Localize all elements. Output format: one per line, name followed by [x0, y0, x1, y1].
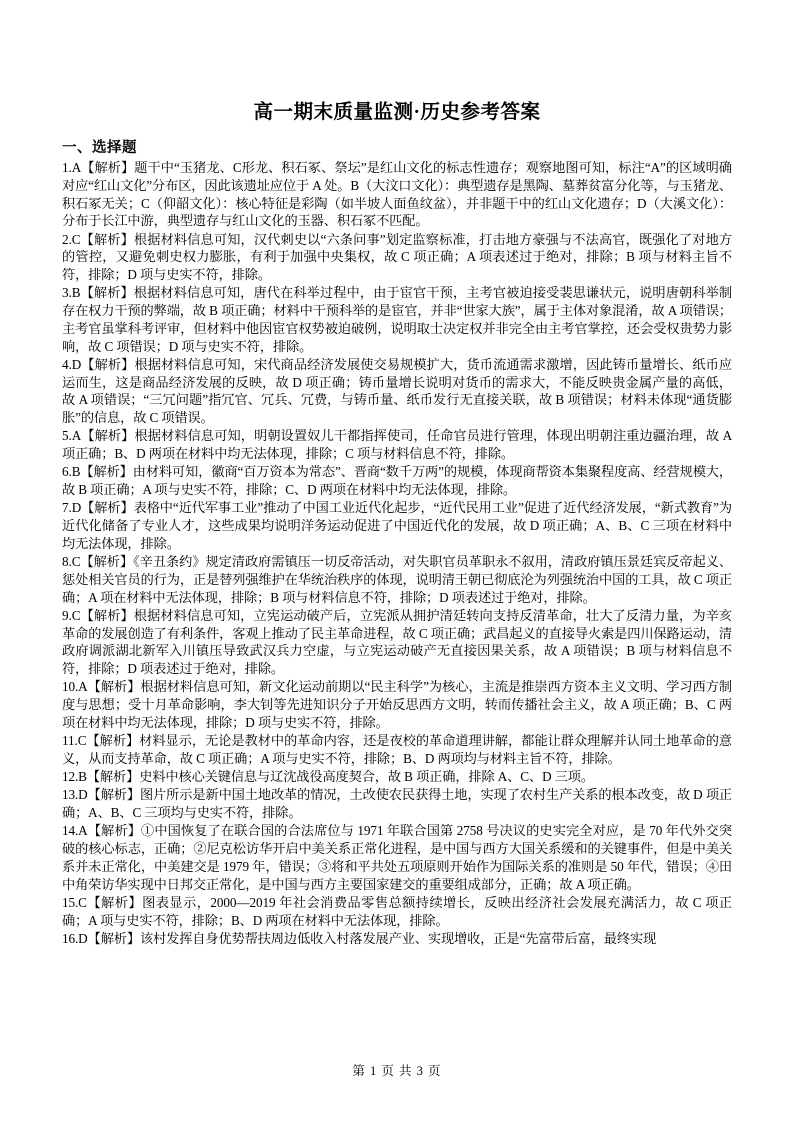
answer-item: 11.C【解析】材料显示，无论是教材中的革命内容，还是夜校的革命道理讲解，都能让群众理解并认同土地革命的意义，从而支持革命，故 C 项正确；A 项与史实不符，排除；B、D 两项均与材料主旨不符，排除。: [62, 733, 732, 766]
section-heading-multiple-choice: 一、选择题: [62, 140, 137, 156]
page-title: 高一期末质量监测·历史参考答案: [253, 102, 541, 123]
answer-list: [62, 159, 732, 948]
answer-item: 9.C【解析】根据材料信息可知，立宪运动破产后，立宪派从拥护清廷转向支持反清革命，壮大了反清力量，为辛亥革命的发展创造了有利条件，客观上推动了民主革命进程，故 C 项正确；武昌起义的直接导火索是四川保路运动，清政府调派湖北新军入川镇压导致武汉兵力空虚，与立宪运动破产无直接因果关系，故 A 项错误；B 项与材料信息不符，排除；D 项表述过于绝对，排除。: [62, 607, 732, 676]
page-footer: 第 1 页 共 3 页: [352, 1064, 442, 1078]
answer-item: 8.C【解析】《辛丑条约》规定清政府需镇压一切反帝活动，对失职官员革职永不叙用，清政府镇压景廷宾反帝起义、惩处相关官员的行为，正是替列强维护在华统治秩序的体现，说明清王朝已彻底沦为列强统治中国的工具，故 C 项正确；A 项在材料中无法体现，排除；B 项与材料信息不符，排除；D 项表述过于绝对，排除。: [62, 554, 732, 605]
answer-item: 16.D【解析】该村发挥自身优势帮扶周边低收入村落发展产业、实现增收，正是“先富带后富，最终实现: [62, 930, 657, 946]
answer-item: 3.B【解析】根据材料信息可知，唐代在科举过程中，由于宦官干预，主考官被迫接受裴思谦状元，说明唐朝科举制存在权力干预的弊端，故 B 项正确；材料中干预科举的是宦官，并非“世家大族”，属于主体对象混淆，故 A 项错误；主考官虽掌科考评审，但材料中他因宦官权势被迫破例，说明取士决定权并非完全由主考官掌控，还会受权贵势力影响，故 C 项错误；D 项与史实不符，排除。: [62, 285, 732, 354]
answer-item: 7.D【解析】表格中“近代军事工业”推动了中国工业近代化起步，“近代民用工业”促进了近代经济发展，“新式教育”为近代化储备了专业人才，这些成果均说明洋务运动促进了中国近代化的发展，故 D 项正确；A、B、C 三项在材料中均无法体现，排除。: [62, 500, 732, 551]
answer-item: 2.C【解析】根据材料信息可知，汉代刺史以“六条问事”划定监察标准，打击地方豪强与不法高官，既强化了对地方的管控，又避免刺史权力膨胀，有利于加强中央集权，故 C 项正确；A 项表述过于绝对，排除；B 项与材料主旨不符，排除；D 项与史实不符，排除。: [62, 231, 732, 282]
answer-item: 15.C【解析】图表显示，2000—2019 年社会消费品零售总额持续增长，反映出经济社会发展充满活力，故 C 项正确；A 项与史实不符，排除；B、D 两项在材料中无法体现，排除。: [62, 894, 732, 928]
answer-item: 1.A【解析】题干中“玉猪龙、C形龙、积石冢、祭坛”是红山文化的标志性遗存；观察地图可知，标注“A”的区域明确对应“红山文化”分布区，因此该遗址应位于 A 处。B（大汶口文化）：典型遗存是黑陶、墓葬贫富分化等，与玉猪龙、积石冢无关；C（仰韶文化）：核心特征是彩陶（如半坡人面鱼纹盆），并非题干中的红山文化遗存；D（大溪文化）：分布于长江中游，典型遗存与红山文化的玉器、积石冢不匹配。: [62, 160, 732, 229]
answer-item: 13.D【解析】图片所示是新中国土地改革的情况，土改使农民获得土地，实现了农村生产关系的根本改变，故 D 项正确；A、B、C 三项均与史实不符，排除。: [62, 787, 732, 820]
answer-item: 6.B【解析】由材料可知，徽商“百万资本为常态”、晋商“数千万两”的规模，体现商帮资本集聚程度高、经营规模大，故 B 项正确；A 项与史实不符，排除；C、D 两项在材料中均无法体现，排除。: [62, 464, 732, 497]
answer-item: 14.A【解析】①中国恢复了在联合国的合法席位与 1971 年联合国第 2758 号决议的史实完全对应，是 70 年代外交突破的核心标志，正确；②尼克松访华开启中美关系正常化进程，是中国与西方大国关系缓和的关键事件，但是中美关系并未正常化，中美建交是 1979 年，错误；③将和平共处五项原则开始作为国际关系的准则是 50 年代，错误；④田中角荣访华实现中日邦交正常化，是中国与西方主要国家建交的重要组成部分，正确；故 A 项正确。: [62, 823, 732, 892]
answer-item: 4.D【解析】根据材料信息可知，宋代商品经济发展使交易规模扩大，货币流通需求激增，因此铸币量增长、纸币应运而生，这是商品经济发展的反映，故 D 项正确；铸币量增长说明对货币的需求大，不能反映贵金属产量的高低，故 A 项错误；“三冗问题”指冗官、冗兵、冗费，与铸币量、纸币发行无直接关联，故 B 项错误；材料未体现“通货膨胀”的信息，故 C 项错误。: [62, 356, 732, 425]
answer-item: 12.B【解析】史料中核心关键信息与辽沈战役高度契合，故 B 项正确，排除 A、C、D 三项。: [62, 769, 594, 784]
answer-item: 5.A【解析】根据材料信息可知，明朝设置奴儿干都指挥使司，任命官员进行管理，体现出明朝注重边疆治理，故 A 项正确；B、D 两项在材料中均无法体现，排除；C 项与材料信息不符，排除。: [62, 428, 732, 461]
answer-item: 10.A【解析】根据材料信息可知，新文化运动前期以“民主科学”为核心，主流是推崇西方资本主义文明、学习西方制度与思想；受十月革命影响，李大钊等先进知识分子开始反思西方文明，转而传播社会主义，故 A 项正确；B、C 两项在材料中均无法体现，排除；D 项与史实不符，排除。: [62, 679, 732, 730]
